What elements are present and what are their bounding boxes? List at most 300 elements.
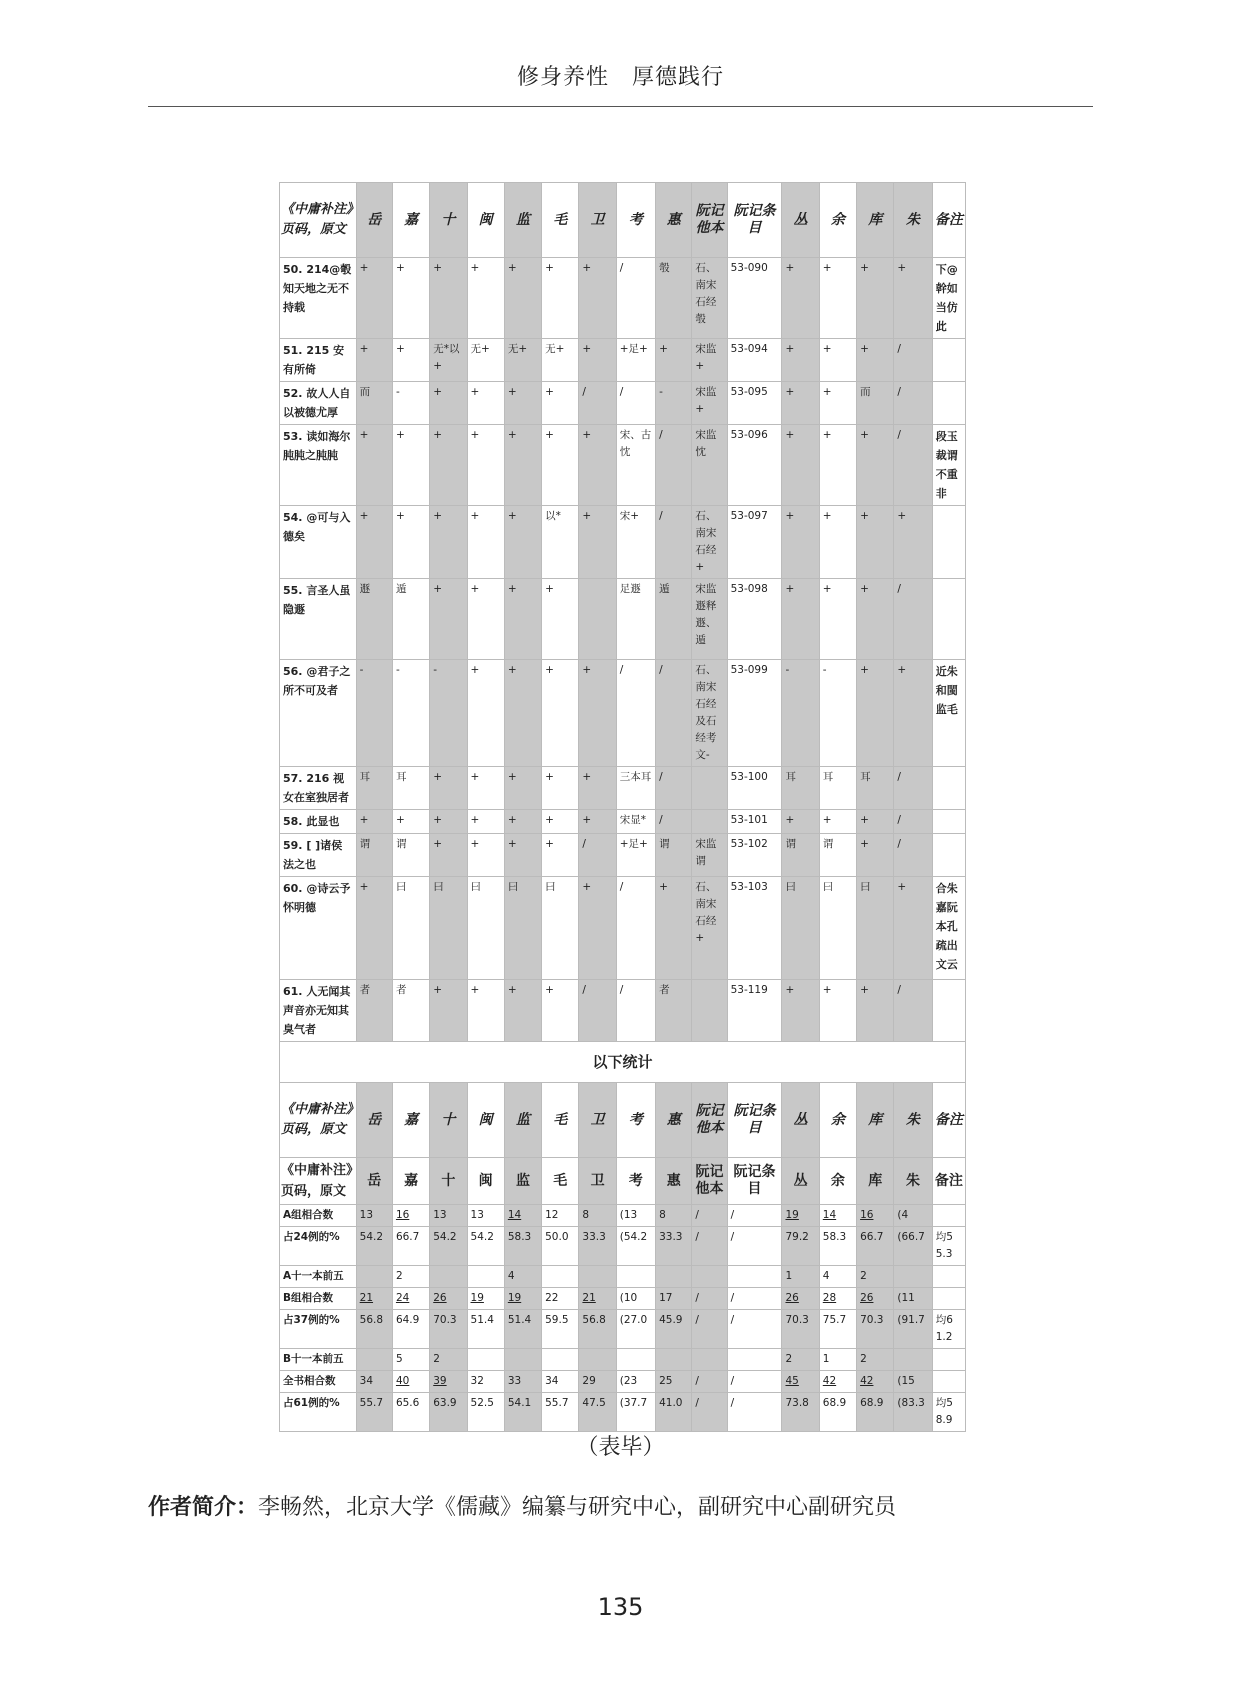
note-cell: 合朱嘉阮本孔疏出文云 — [932, 877, 965, 980]
column-header: 余 — [819, 183, 856, 258]
table-body — [280, 258, 966, 1042]
table-cell: + — [819, 506, 856, 579]
table-cell: + — [430, 506, 467, 579]
stats-cell: / — [692, 1227, 727, 1266]
table-cell: + — [392, 425, 429, 506]
table-cell: + — [579, 258, 616, 339]
stats-cell: 42 — [819, 1371, 856, 1393]
column-header: 阮记条目 — [727, 183, 782, 258]
stats-cell: / — [727, 1393, 782, 1432]
table-cell: / — [616, 258, 655, 339]
stats-cell — [932, 1205, 965, 1227]
column-header: 十 — [430, 1083, 467, 1158]
table-cell: 石、南宋石经+ — [692, 877, 727, 980]
table-cell: + — [542, 767, 579, 810]
stats-cell: 54.2 — [430, 1227, 467, 1266]
column-header: 考 — [616, 1158, 655, 1205]
stats-body — [280, 1205, 966, 1432]
table-cell: 耳 — [392, 767, 429, 810]
stats-cell — [727, 1266, 782, 1288]
note-cell — [932, 810, 965, 834]
note-cell — [932, 382, 965, 425]
table-cell: + — [782, 810, 819, 834]
stats-cell: (37.7 — [616, 1393, 655, 1432]
table-row — [280, 877, 966, 980]
stats-cell: (66.7 — [894, 1227, 932, 1266]
column-header: 惠 — [656, 183, 692, 258]
column-header: 闽 — [467, 1158, 504, 1205]
table-cell: - — [656, 382, 692, 425]
table-cell: + — [392, 339, 429, 382]
table-cell: / — [894, 339, 932, 382]
table-cell: + — [857, 339, 894, 382]
table-cell: + — [656, 339, 692, 382]
row-label-cell: 60. @诗云予怀明德 — [280, 877, 357, 980]
table-row — [280, 425, 966, 506]
table-row — [280, 810, 966, 834]
stats-cell — [579, 1349, 616, 1371]
column-header: 闽 — [467, 1083, 504, 1158]
stats-cell: 12 — [542, 1205, 579, 1227]
table-cell: 以* — [542, 506, 579, 579]
table-cell: + — [894, 877, 932, 980]
table-cell: + — [819, 258, 856, 339]
stats-cell: 13 — [356, 1205, 392, 1227]
table-row — [280, 258, 966, 339]
table-cell: 耳 — [819, 767, 856, 810]
stats-cell: 52.5 — [467, 1393, 504, 1432]
table-cell: + — [356, 339, 392, 382]
column-header: 阮记他本 — [692, 1158, 727, 1205]
stats-cell: 19 — [782, 1205, 819, 1227]
stats-cell: 68.9 — [819, 1393, 856, 1432]
column-header: 卫 — [579, 183, 616, 258]
column-header: 考 — [616, 183, 655, 258]
note-cell: 下@幹如当仿此 — [932, 258, 965, 339]
stats-row — [280, 1310, 966, 1349]
stats-cell: 55.7 — [542, 1393, 579, 1432]
table-cell: + — [504, 660, 541, 767]
stats-cell — [932, 1266, 965, 1288]
table-cell: 无+ — [542, 339, 579, 382]
stats-cell: 54.2 — [467, 1227, 504, 1266]
column-header: 阮记条目 — [727, 1158, 782, 1205]
table-cell: / — [894, 579, 932, 660]
table-cell: + — [430, 258, 467, 339]
row-label-cell: 59. [ ]诸侯法之也 — [280, 834, 357, 877]
stats-cell: 26 — [857, 1288, 894, 1310]
note-cell: 近朱和閩监毛 — [932, 660, 965, 767]
note-cell — [932, 980, 965, 1042]
stats-cell — [467, 1266, 504, 1288]
stats-cell: 40 — [392, 1371, 429, 1393]
table-cell: 者 — [656, 980, 692, 1042]
stats-row — [280, 1288, 966, 1310]
row-label-cell: 50. 214@彀知天地之无不持载 — [280, 258, 357, 339]
table-cell: 53-098 — [727, 579, 782, 660]
stats-cell: / — [727, 1227, 782, 1266]
table-cell: + — [894, 258, 932, 339]
stats-cell — [932, 1349, 965, 1371]
table-cell: + — [542, 258, 579, 339]
table-row — [280, 660, 966, 767]
table-cell: 曰 — [430, 877, 467, 980]
table-cell: 宋、古忱 — [616, 425, 655, 506]
stats-cell — [579, 1266, 616, 1288]
column-header: 岳 — [356, 183, 392, 258]
table-cell: + — [542, 980, 579, 1042]
table-cell: + — [504, 579, 541, 660]
stats-header-row — [280, 1083, 966, 1158]
table-cell: + — [504, 834, 541, 877]
table-header-row — [280, 183, 966, 258]
table-row — [280, 834, 966, 877]
stats-cell — [932, 1288, 965, 1310]
column-header: 朱 — [894, 1158, 932, 1205]
table-cell: + — [656, 877, 692, 980]
column-header: 余 — [819, 1158, 856, 1205]
stats-cell: 56.8 — [356, 1310, 392, 1349]
row-label-cell: 61. 人无闻其声音亦无知其臭气者 — [280, 980, 357, 1042]
table-cell: + — [467, 834, 504, 877]
collation-grid — [279, 182, 966, 1432]
stats-row — [280, 1227, 966, 1266]
table-cell: - — [356, 660, 392, 767]
stats-cell: (83.3 — [894, 1393, 932, 1432]
column-header: 余 — [819, 1083, 856, 1158]
stats-cell: 75.7 — [819, 1310, 856, 1349]
table-cell: + — [430, 579, 467, 660]
column-header: 嘉 — [392, 183, 429, 258]
stats-cell: 54.1 — [504, 1393, 541, 1432]
table-cell: + — [504, 506, 541, 579]
table-cell: +足+ — [616, 834, 655, 877]
column-header: 丛 — [782, 1083, 819, 1158]
table-cell: 谓 — [392, 834, 429, 877]
table-cell: 53-101 — [727, 810, 782, 834]
table-cell: + — [467, 425, 504, 506]
table-cell: 53-100 — [727, 767, 782, 810]
note-cell — [932, 834, 965, 877]
stats-cell — [932, 1371, 965, 1393]
stats-row — [280, 1393, 966, 1432]
table-cell: 遯 — [356, 579, 392, 660]
table-cell — [692, 767, 727, 810]
running-head: 修身养性 厚德践行 — [516, 65, 724, 90]
table-cell: + — [467, 579, 504, 660]
stats-row — [280, 1349, 966, 1371]
table-cell: + — [579, 506, 616, 579]
stats-cell: 58.3 — [504, 1227, 541, 1266]
table-cell: - — [392, 660, 429, 767]
stats-cell: 8 — [579, 1205, 616, 1227]
table-cell: + — [504, 980, 541, 1042]
stats-cell: 4 — [819, 1266, 856, 1288]
stats-cell: 均55.3 — [932, 1227, 965, 1266]
column-header: 监 — [504, 183, 541, 258]
table-cell: / — [616, 660, 655, 767]
stats-cell — [542, 1349, 579, 1371]
table-cell: + — [857, 980, 894, 1042]
table-cell: + — [857, 506, 894, 579]
stats-cell: 13 — [430, 1205, 467, 1227]
table-cell: / — [656, 506, 692, 579]
table-cell: / — [894, 810, 932, 834]
table-cell: + — [857, 810, 894, 834]
column-header: 嘉 — [392, 1083, 429, 1158]
row-label-cell: 54. @可与入德矣 — [280, 506, 357, 579]
note-cell — [932, 339, 965, 382]
stats-label-cell: 占24例的% — [280, 1227, 357, 1266]
stats-cell: 51.4 — [467, 1310, 504, 1349]
stats-cell — [894, 1349, 932, 1371]
table-cell: / — [894, 767, 932, 810]
column-header: 阮记条目 — [727, 1083, 782, 1158]
stats-banner: 以下统计 — [280, 1042, 966, 1083]
table-end-caption: （表毕） — [576, 1435, 665, 1460]
stats-cell: 64.9 — [392, 1310, 429, 1349]
stats-label-cell: 占61例的% — [280, 1393, 357, 1432]
table-cell: + — [504, 767, 541, 810]
table-cell: 53-096 — [727, 425, 782, 506]
stats-cell: 79.2 — [782, 1227, 819, 1266]
note-cell: 段玉裁谓不重非 — [932, 425, 965, 506]
row-label-cell: 56. @君子之所不可及者 — [280, 660, 357, 767]
stats-cell: 8 — [656, 1205, 692, 1227]
column-header: 嘉 — [392, 1158, 429, 1205]
column-header: 库 — [857, 1158, 894, 1205]
column-header: 朱 — [894, 1083, 932, 1158]
table-cell: - — [430, 660, 467, 767]
stats-cell: 22 — [542, 1288, 579, 1310]
stats-label-cell: B十一本前五 — [280, 1349, 357, 1371]
table-cell: 53-090 — [727, 258, 782, 339]
column-header: 《中庸补注》页码，原文 — [280, 1083, 357, 1158]
table-cell: + — [857, 258, 894, 339]
stats-cell: 26 — [782, 1288, 819, 1310]
stats-cell — [616, 1349, 655, 1371]
table-cell: 者 — [356, 980, 392, 1042]
row-label-cell: 53. 读如海尔肫肫之肫肫 — [280, 425, 357, 506]
stats-cell: 2 — [857, 1266, 894, 1288]
stats-cell: (23 — [616, 1371, 655, 1393]
stats-cell: 32 — [467, 1371, 504, 1393]
stats-cell: (4 — [894, 1205, 932, 1227]
table-row — [280, 579, 966, 660]
stats-cell: / — [692, 1310, 727, 1349]
table-cell: / — [894, 382, 932, 425]
stats-cell: / — [692, 1393, 727, 1432]
table-cell: 53-099 — [727, 660, 782, 767]
stats-header-row-plain — [280, 1158, 966, 1205]
column-header: 监 — [504, 1083, 541, 1158]
row-label-cell: 58. 此显也 — [280, 810, 357, 834]
column-header: 《中庸补注》页码，原文 — [280, 1158, 357, 1205]
table-cell: + — [430, 767, 467, 810]
stats-cell: 19 — [467, 1288, 504, 1310]
table-cell: + — [467, 980, 504, 1042]
column-header: 卫 — [579, 1158, 616, 1205]
stats-cell: 66.7 — [392, 1227, 429, 1266]
stats-cell: 均61.2 — [932, 1310, 965, 1349]
table-cell: + — [782, 579, 819, 660]
stats-cell: 29 — [579, 1371, 616, 1393]
table-cell: + — [579, 660, 616, 767]
column-header: 十 — [430, 1158, 467, 1205]
table-cell: 石、南宋石经彀 — [692, 258, 727, 339]
stats-cell — [656, 1349, 692, 1371]
page-number: 135 — [597, 1593, 644, 1621]
column-header: 岳 — [356, 1158, 392, 1205]
column-header: 毛 — [542, 1083, 579, 1158]
table-cell: 曰 — [392, 877, 429, 980]
stats-cell: 14 — [504, 1205, 541, 1227]
stats-cell: / — [727, 1288, 782, 1310]
table-cell: + — [356, 877, 392, 980]
table-cell: 石、南宋石经+ — [692, 506, 727, 579]
column-header: 阮记他本 — [692, 1083, 727, 1158]
note-cell — [932, 506, 965, 579]
row-label-cell: 57. 216 视女在室独居者 — [280, 767, 357, 810]
table-cell: + — [782, 258, 819, 339]
stats-cell: 33.3 — [579, 1227, 616, 1266]
table-cell: 曰 — [504, 877, 541, 980]
table-cell — [579, 579, 616, 660]
stats-cell: 55.7 — [356, 1393, 392, 1432]
table-row — [280, 382, 966, 425]
stats-cell: 33.3 — [656, 1227, 692, 1266]
stats-label-cell: 全书相合数 — [280, 1371, 357, 1393]
stats-cell: 39 — [430, 1371, 467, 1393]
table-cell: + — [467, 660, 504, 767]
table-cell: + — [542, 579, 579, 660]
stats-cell: 41.0 — [656, 1393, 692, 1432]
column-header: 丛 — [782, 1158, 819, 1205]
stats-cell: 1 — [819, 1349, 856, 1371]
stats-cell: 5 — [392, 1349, 429, 1371]
row-label-cell: 51. 215 安有所倚 — [280, 339, 357, 382]
stats-label-cell: B组相合数 — [280, 1288, 357, 1310]
table-cell: 53-102 — [727, 834, 782, 877]
row-label-cell: 55. 言圣人虽隐遯 — [280, 579, 357, 660]
table-cell: 无+ — [467, 339, 504, 382]
table-cell: + — [857, 660, 894, 767]
stats-cell: 73.8 — [782, 1393, 819, 1432]
stats-row — [280, 1266, 966, 1288]
column-header: 朱 — [894, 183, 932, 258]
author-bio-text: 李畅然，北京大学《儒藏》编纂与研究中心，副研究中心副研究员 — [258, 1495, 897, 1520]
table-cell — [692, 810, 727, 834]
stats-cell: 均58.9 — [932, 1393, 965, 1432]
table-cell: + — [356, 258, 392, 339]
column-header: 岳 — [356, 1083, 392, 1158]
table-cell: / — [579, 834, 616, 877]
table-cell: / — [894, 980, 932, 1042]
stats-banner-row — [280, 1042, 966, 1083]
stats-cell: 45 — [782, 1371, 819, 1393]
table-row — [280, 980, 966, 1042]
table-cell: + — [782, 339, 819, 382]
stats-cell: / — [692, 1288, 727, 1310]
stats-cell: / — [727, 1310, 782, 1349]
stats-cell — [616, 1266, 655, 1288]
column-header: 丛 — [782, 183, 819, 258]
table-cell: + — [467, 506, 504, 579]
table-cell: 谓 — [782, 834, 819, 877]
stats-cell: 51.4 — [504, 1310, 541, 1349]
stats-cell: 70.3 — [430, 1310, 467, 1349]
table-cell: + — [467, 767, 504, 810]
table-cell: - — [819, 660, 856, 767]
table-cell: 谓 — [819, 834, 856, 877]
table-cell: + — [782, 425, 819, 506]
table-cell: + — [430, 980, 467, 1042]
table-cell: + — [504, 425, 541, 506]
column-header: 备注 — [932, 1083, 965, 1158]
stats-cell: 70.3 — [782, 1310, 819, 1349]
header-rule — [148, 106, 1093, 107]
table-cell: + — [467, 810, 504, 834]
table-cell: + — [356, 810, 392, 834]
table-cell — [692, 980, 727, 1042]
table-cell: + — [504, 258, 541, 339]
table-cell: + — [579, 810, 616, 834]
stats-cell: (54.2 — [616, 1227, 655, 1266]
stats-cell: 34 — [356, 1371, 392, 1393]
stats-cell — [356, 1349, 392, 1371]
stats-cell — [542, 1266, 579, 1288]
table-cell: / — [894, 425, 932, 506]
table-row — [280, 506, 966, 579]
stats-cell: (10 — [616, 1288, 655, 1310]
stats-cell — [467, 1349, 504, 1371]
stats-cell: 4 — [504, 1266, 541, 1288]
column-header: 十 — [430, 183, 467, 258]
table-cell: 而 — [356, 382, 392, 425]
stats-cell: (91.7 — [894, 1310, 932, 1349]
stats-label-cell: A组相合数 — [280, 1205, 357, 1227]
stats-cell: 21 — [579, 1288, 616, 1310]
stats-cell: 63.9 — [430, 1393, 467, 1432]
collation-table — [279, 182, 966, 1427]
stats-cell: 70.3 — [857, 1310, 894, 1349]
table-cell: 足遯 — [616, 579, 655, 660]
stats-cell: 19 — [504, 1288, 541, 1310]
table-cell: + — [819, 810, 856, 834]
table-cell: 宋监+ — [692, 339, 727, 382]
stats-cell: 56.8 — [579, 1310, 616, 1349]
stats-cell: 2 — [857, 1349, 894, 1371]
table-row — [280, 767, 966, 810]
column-header: 监 — [504, 1158, 541, 1205]
table-cell: 彀 — [656, 258, 692, 339]
table-cell: 曰 — [542, 877, 579, 980]
table-cell: 宋显* — [616, 810, 655, 834]
stats-cell: / — [727, 1371, 782, 1393]
table-cell: / — [656, 660, 692, 767]
table-cell: + — [430, 810, 467, 834]
table-cell: + — [542, 660, 579, 767]
stats-cell: 58.3 — [819, 1227, 856, 1266]
table-cell: + — [542, 382, 579, 425]
stats-row — [280, 1205, 966, 1227]
stats-cell: 33 — [504, 1371, 541, 1393]
stats-cell — [430, 1266, 467, 1288]
stats-cell: (11 — [894, 1288, 932, 1310]
stats-cell: / — [692, 1205, 727, 1227]
stats-cell: 65.6 — [392, 1393, 429, 1432]
table-cell: 宋监遯释遯、遁 — [692, 579, 727, 660]
